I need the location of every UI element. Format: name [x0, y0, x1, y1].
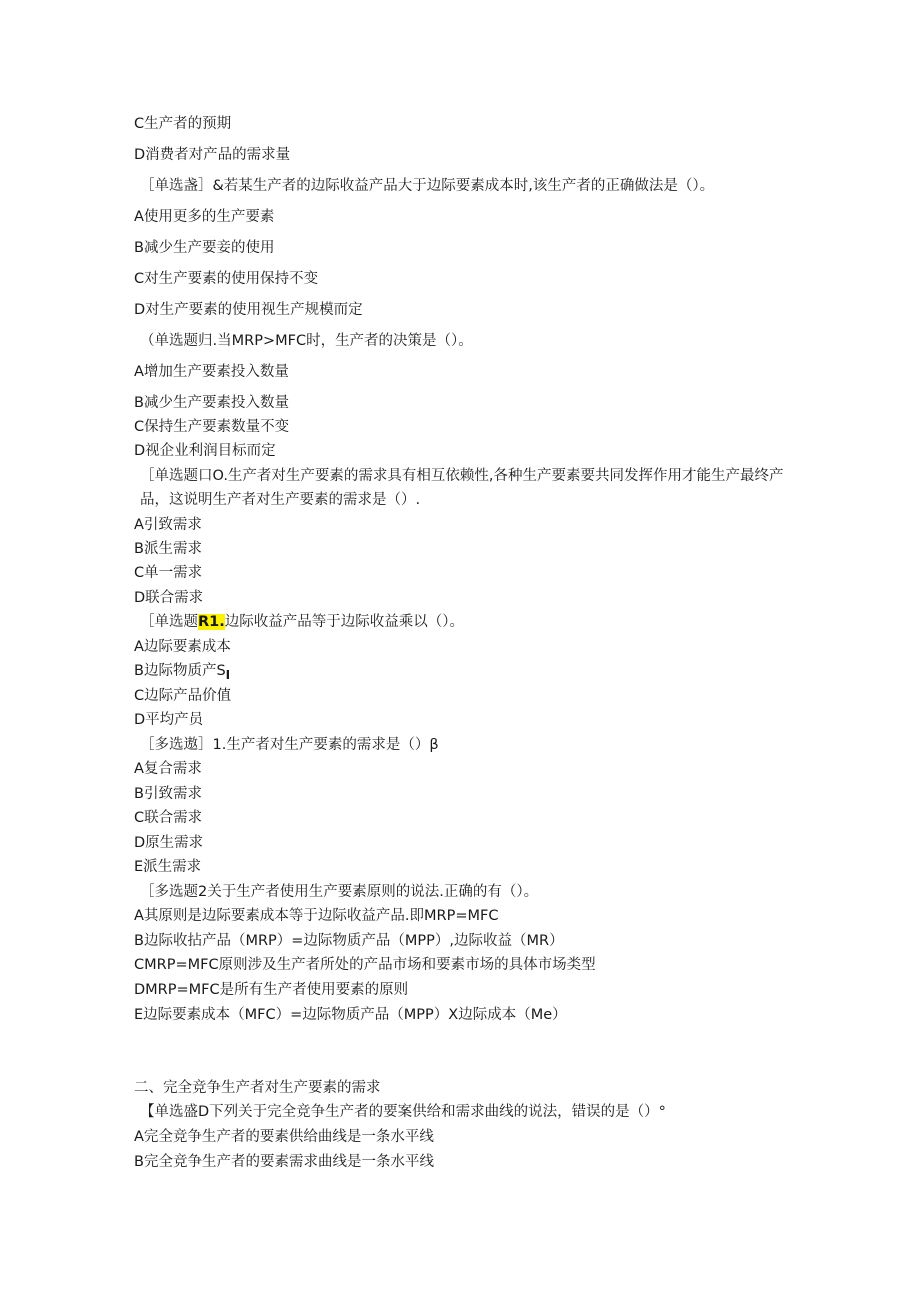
option-line: C联合需求 [134, 810, 203, 826]
option-line: E派生需求 [134, 859, 202, 875]
option-line: C边际产品价值 [134, 688, 232, 704]
option-line [134, 661, 814, 685]
option-line: C保持生产要素数量不变 [134, 419, 290, 435]
question-line: 【单选盛D下列关于完全竞争生产者的要案供给和需求曲线的说法，错误的是（）° [140, 1104, 666, 1120]
question-line: ［多选题2关于生产者使用生产要素原则的说法.正确的有（）。 [140, 884, 539, 900]
option-line: A使用更多的生产要素 [134, 209, 275, 225]
question-line: （单选题归.当MRP>MFC时，生产者的决策是（）。 [140, 333, 473, 349]
option-line: D原生需求 [134, 835, 204, 851]
question-line [140, 612, 820, 632]
option-line: B引致需求 [134, 786, 202, 802]
question-line: ［单选盏］&若某生产者的边际收益产品大于边际要素成本时,该生产者的正确做法是（）。 [140, 178, 715, 194]
option-line: A完全竞争生产者的要素供给曲线是一条水平线 [134, 1129, 434, 1145]
option-line: A其原则是边际要素成本等于边际收益产品.即MRP=MFC [134, 908, 499, 924]
option-line: D平均产员 [134, 712, 204, 728]
question-line: ［多选遨］1.生产者对生产要素的需求是（）β [140, 737, 439, 753]
option-line: D联合需求 [134, 590, 204, 606]
option-line: CMRP=MFC原则涉及生产者所处的产品市场和要素市场的具体市场类型 [134, 957, 596, 973]
section-heading: 二、完全竞争生产者对生产要素的需求 [134, 1080, 381, 1096]
option-text: B边际物质产S [134, 663, 226, 679]
option-line: E边际要素成本（MFC）=边际物质产品（MPP）X边际成本（Me） [134, 1007, 567, 1023]
option-line: A增加生产要素投入数量 [134, 364, 289, 380]
text-line: D消费者对产品的需求量 [134, 147, 291, 163]
option-line: D视企业利润目标而定 [134, 443, 276, 459]
option-line: A引致需求 [134, 517, 202, 533]
text-line: C生产者的预期 [134, 116, 232, 132]
option-line: B边际收拈产品（MRP）=边际物质产品（MPP）,边际收益（MR） [134, 933, 564, 949]
option-line: DMRP=MFC是所有生产者使用要素的原则 [134, 982, 409, 998]
option-line: B完全竞争生产者的要素需求曲线是一条水平线 [134, 1154, 434, 1170]
subscript-mark: I [225, 667, 231, 682]
question-line: ［单选题口O.生产者对生产要素的需求具有相互依赖性,各种生产要素要共同发挥作用才能生产最终产品，这说明生产者对生产要素的需求是（）. [140, 468, 784, 508]
option-line: B派生需求 [134, 541, 202, 557]
question-prefix: ［单选题 [140, 614, 198, 630]
option-line: B减少生产要妾的使用 [134, 240, 275, 256]
option-line: C对生产要素的使用保持不变 [134, 271, 319, 287]
highlighted-question-number: R1. [198, 614, 225, 630]
option-line: A复合需求 [134, 761, 202, 777]
question-text: 边际收益产品等于边际收益乘以（）。 [224, 614, 465, 630]
option-line: B减少生产要素投入数量 [134, 395, 289, 411]
option-line: C单一需求 [134, 565, 203, 581]
option-line: A边际要素成本 [134, 639, 231, 655]
option-line: D对生产要素的使用视生产规模而定 [134, 302, 363, 318]
